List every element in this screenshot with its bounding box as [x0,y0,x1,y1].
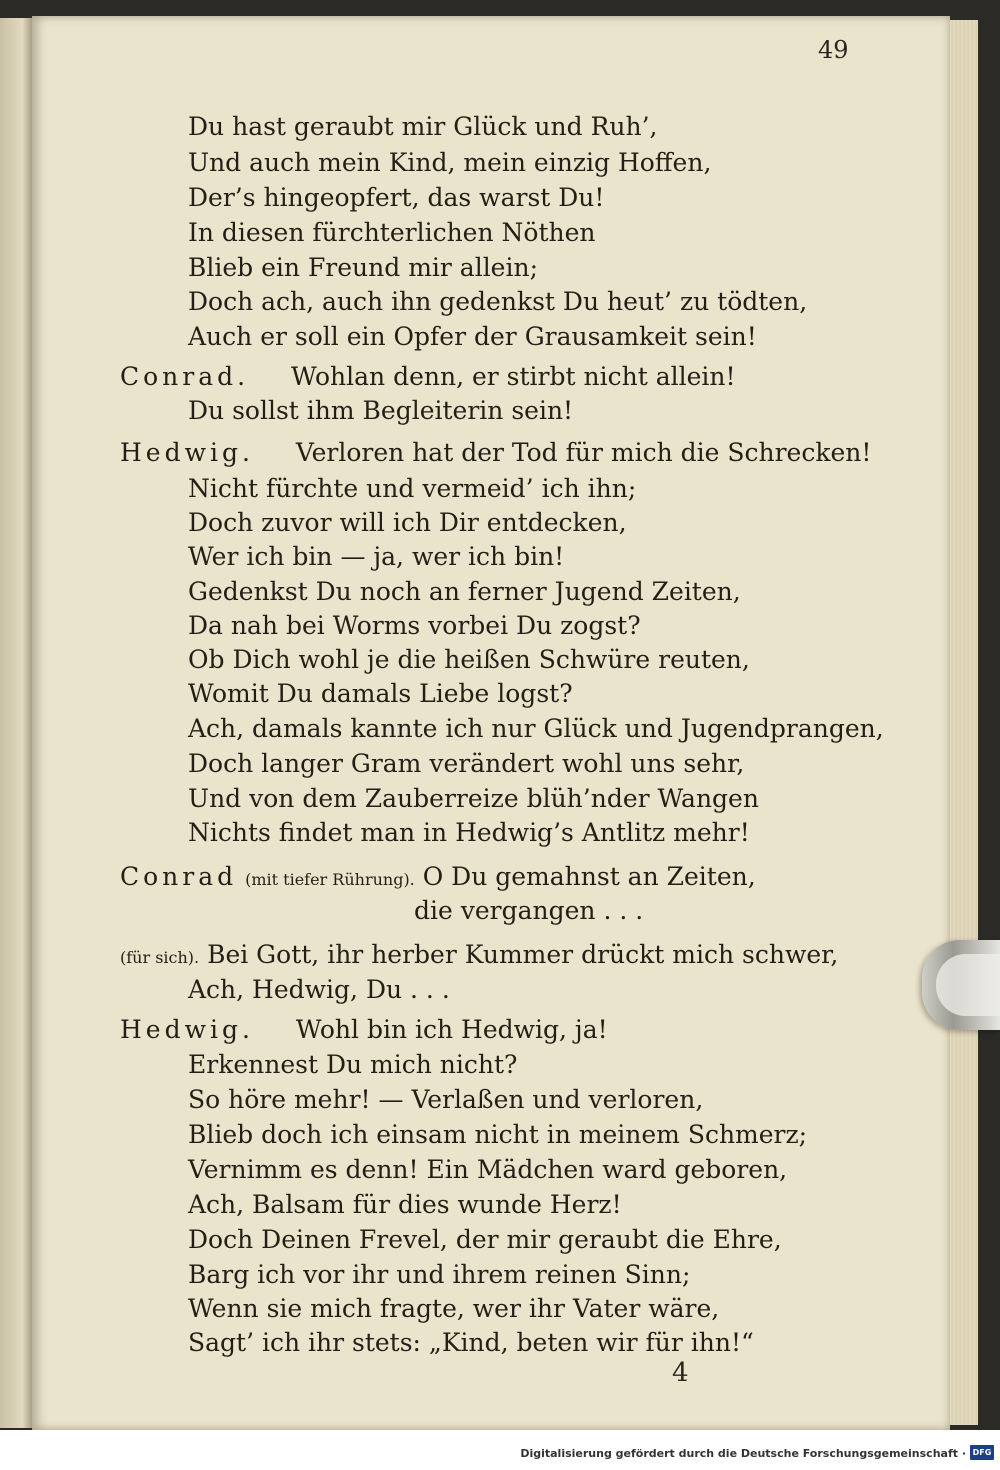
verse-line: Sagt’ ich ihr stets: „Kind, beten wir für ihn!“ [188,1328,754,1357]
verse-line: Hedwig. Wohl bin ich Hedwig, ja! [120,1015,608,1044]
credit-text: Digitalisierung gefördert durch die Deutsche Forschungsgemeinschaft · [520,1447,966,1460]
verse-line: Da nah bei Worms vorbei Du zogst? [188,611,641,640]
left-page-edge [0,18,32,1428]
verse-line: Der’s hingeopfert, das warst Du! [188,183,605,212]
verse-line: Blieb ein Freund mir allein; [188,253,538,282]
verse-line: Du hast geraubt mir Glück und Ruh’, [188,112,658,141]
speaker-name: Conrad. [120,362,250,391]
signature-mark: 4 [672,1358,689,1388]
verse-line: Ach, Hedwig, Du . . . [188,975,450,1004]
speaker-name: Hedwig. [120,438,254,467]
verse-line: Du sollst ihm Begleiterin sein! [188,396,574,425]
stage-direction: (mit tiefer Rührung). [245,870,415,889]
page-stack-edge [950,20,978,1425]
verse-line: Und auch mein Kind, mein einzig Hoffen, [188,148,712,177]
verse-line: Wenn sie mich fragte, wer ihr Vater wäre, [188,1294,720,1323]
verse-line: Doch zuvor will ich Dir entdecken, [188,508,627,537]
clip-highlight [936,954,1000,1016]
verse-line: Und von dem Zauberreize blüh’nder Wangen [188,784,759,813]
verse-line: Doch langer Gram verändert wohl uns sehr, [188,749,745,778]
verse-line: Nichts findet man in Hedwig’s Antlitz mehr! [188,818,750,847]
verse-line: die vergangen . . . [414,896,644,925]
verse-line: Gedenkst Du noch an ferner Jugend Zeiten, [188,577,741,606]
verse-line: Hedwig. Verloren hat der Tod für mich die Schrecken! [120,438,872,467]
speaker-name: Conrad [120,862,238,891]
verse-line: Barg ich vor ihr und ihrem reinen Sinn; [188,1260,691,1289]
verse-line: Nicht fürchte und vermeid’ ich ihn; [188,474,637,503]
verse-line: (für sich). Bei Gott, ihr herber Kummer drückt mich schwer, [120,940,839,969]
verse-line: Doch ach, auch ihn gedenkst Du heut’ zu tödten, [188,287,808,316]
speaker-name: Hedwig. [120,1015,254,1044]
verse-line: Ach, damals kannte ich nur Glück und Jugendprangen, [188,714,884,743]
dfg-logo: DFG [970,1445,994,1460]
verse-line: Ob Dich wohl je die heißen Schwüre reuten, [188,645,750,674]
stage-direction: (für sich). [120,948,200,967]
verse-line: Wer ich bin — ja, wer ich bin! [188,542,565,571]
verse-line: Ach, Balsam für dies wunde Herz! [188,1190,622,1219]
verse-line: Vernimm es denn! Ein Mädchen ward geboren, [188,1155,788,1184]
page-number: 49 [818,36,849,64]
verse-line: In diesen fürchterlichen Nöthen [188,218,596,247]
verse-line: Womit Du damals Liebe logst? [188,679,573,708]
verse-line: Blieb doch ich einsam nicht in meinem Schmerz; [188,1120,808,1149]
verse-line: Erkennest Du mich nicht? [188,1050,518,1079]
verse-line: Doch Deinen Frevel, der mir geraubt die Ehre, [188,1225,782,1254]
verse-line: So höre mehr! — Verlaßen und verloren, [188,1085,704,1114]
verse-line: Conrad. Wohlan denn, er stirbt nicht allein! [120,362,736,391]
verse-line: Auch er soll ein Opfer der Grausamkeit sein! [188,322,757,351]
verse-line: Conrad (mit tiefer Rührung). O Du gemahnst an Zeiten, [120,862,756,891]
page-clip [922,940,1000,1030]
